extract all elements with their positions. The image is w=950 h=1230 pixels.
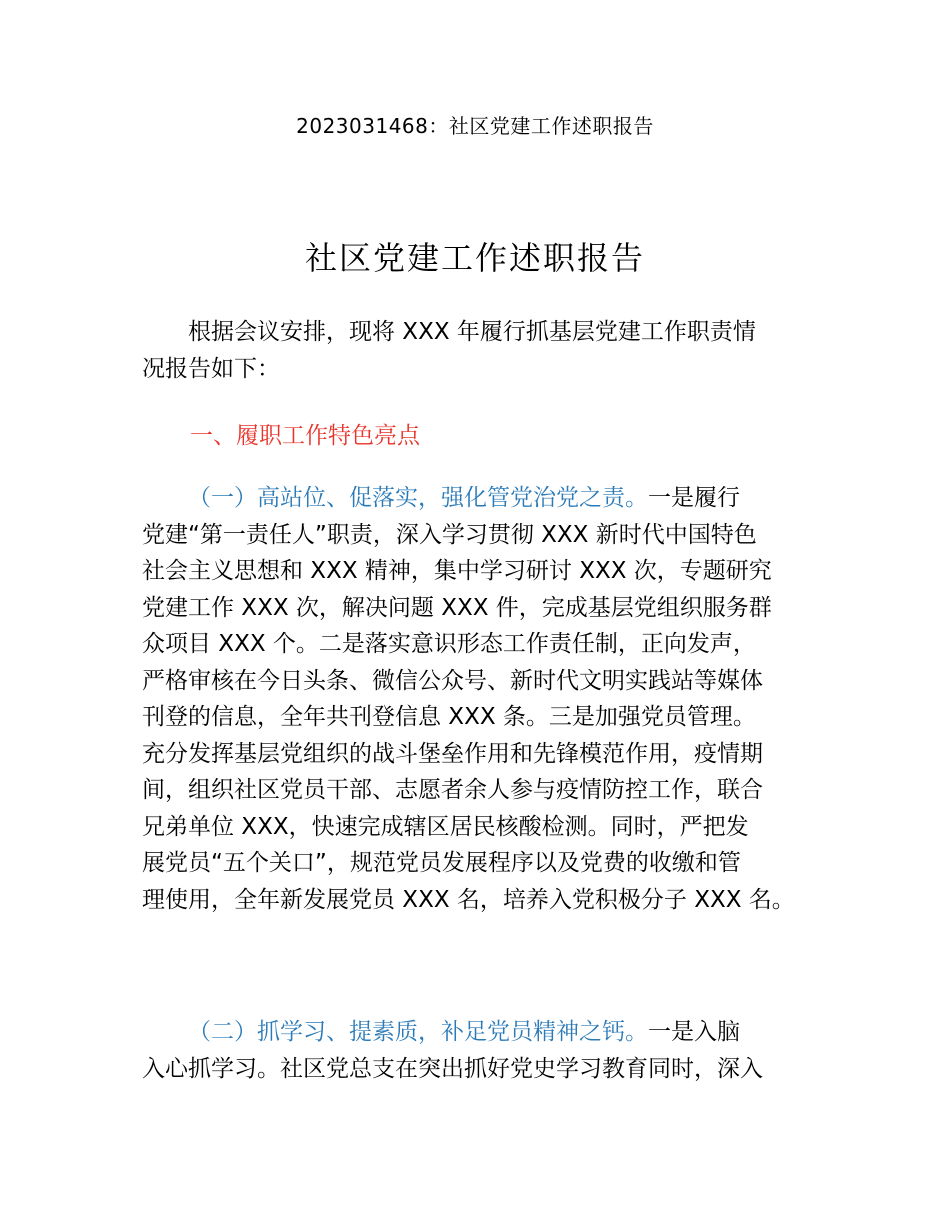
paragraph-line: 严格审核在今日头条、微信公众号、新时代文明实践站等媒体: [142, 667, 763, 694]
paragraph-line: 党建“第一责任人”职责，深入学习贯彻 XXX 新时代中国特色: [142, 521, 757, 548]
document-id-line: 2023031468：社区党建工作述职报告: [296, 114, 654, 138]
paragraph-line: 充分发挥基层党组织的战斗堡垒作用和先锋模范作用，疫情期: [142, 740, 763, 767]
paragraph-text: 一是履行: [648, 485, 740, 511]
paragraph-line: 理使用，全年新发展党员 XXX 名，培养入党积极分子 XXX 名。: [142, 886, 795, 913]
section-heading: 一、履职工作特色亮点: [190, 423, 420, 449]
page-title: 社区党建工作述职报告: [304, 239, 645, 277]
paragraph-1: [142, 480, 822, 918]
paragraph-text: 一是入脑: [648, 1019, 740, 1045]
paragraph-line: 社会主义思想和 XXX 精神，集中学习研讨 XXX 次，专题研究: [142, 558, 772, 584]
paragraph-line: 入心抓学习。社区党总支在突出抓好党史学习教育同时，深入: [142, 1055, 763, 1082]
intro-line: 况报告如下：: [142, 355, 280, 382]
paragraph-line: 展党员“五个关口”，规范党员发展程序以及党费的收缴和管: [142, 850, 741, 876]
paragraph-line: 众项目 XXX 个。二是落实意识形态工作责任制，正向发声，: [142, 631, 756, 657]
paragraph-first-line: [142, 1014, 822, 1051]
intro-paragraph: [142, 314, 822, 387]
intro-line: 根据会议安排，现将 XXX 年履行抓基层党建工作职责情: [188, 319, 756, 345]
paragraph-line: 兄弟单位 XXX，快速完成辖区居民核酸检测。同时，严把发: [142, 813, 749, 840]
sub-heading: （二）抓学习、提素质，补足党员精神之钙。: [188, 1019, 648, 1045]
paragraph-line: 间，组织社区党员干部、志愿者余人参与疫情防控工作，联合: [142, 777, 763, 803]
sub-heading: （一）高站位、促落实，强化管党治党之责。: [188, 485, 648, 511]
paragraph-2: [142, 1014, 822, 1087]
paragraph-first-line: [142, 480, 822, 517]
paragraph-line: 刊登的信息，全年共刊登信息 XXX 条。三是加强党员管理。: [142, 704, 756, 730]
paragraph-line: 党建工作 XXX 次，解决问题 XXX 件，完成基层党组织服务群: [142, 594, 772, 621]
